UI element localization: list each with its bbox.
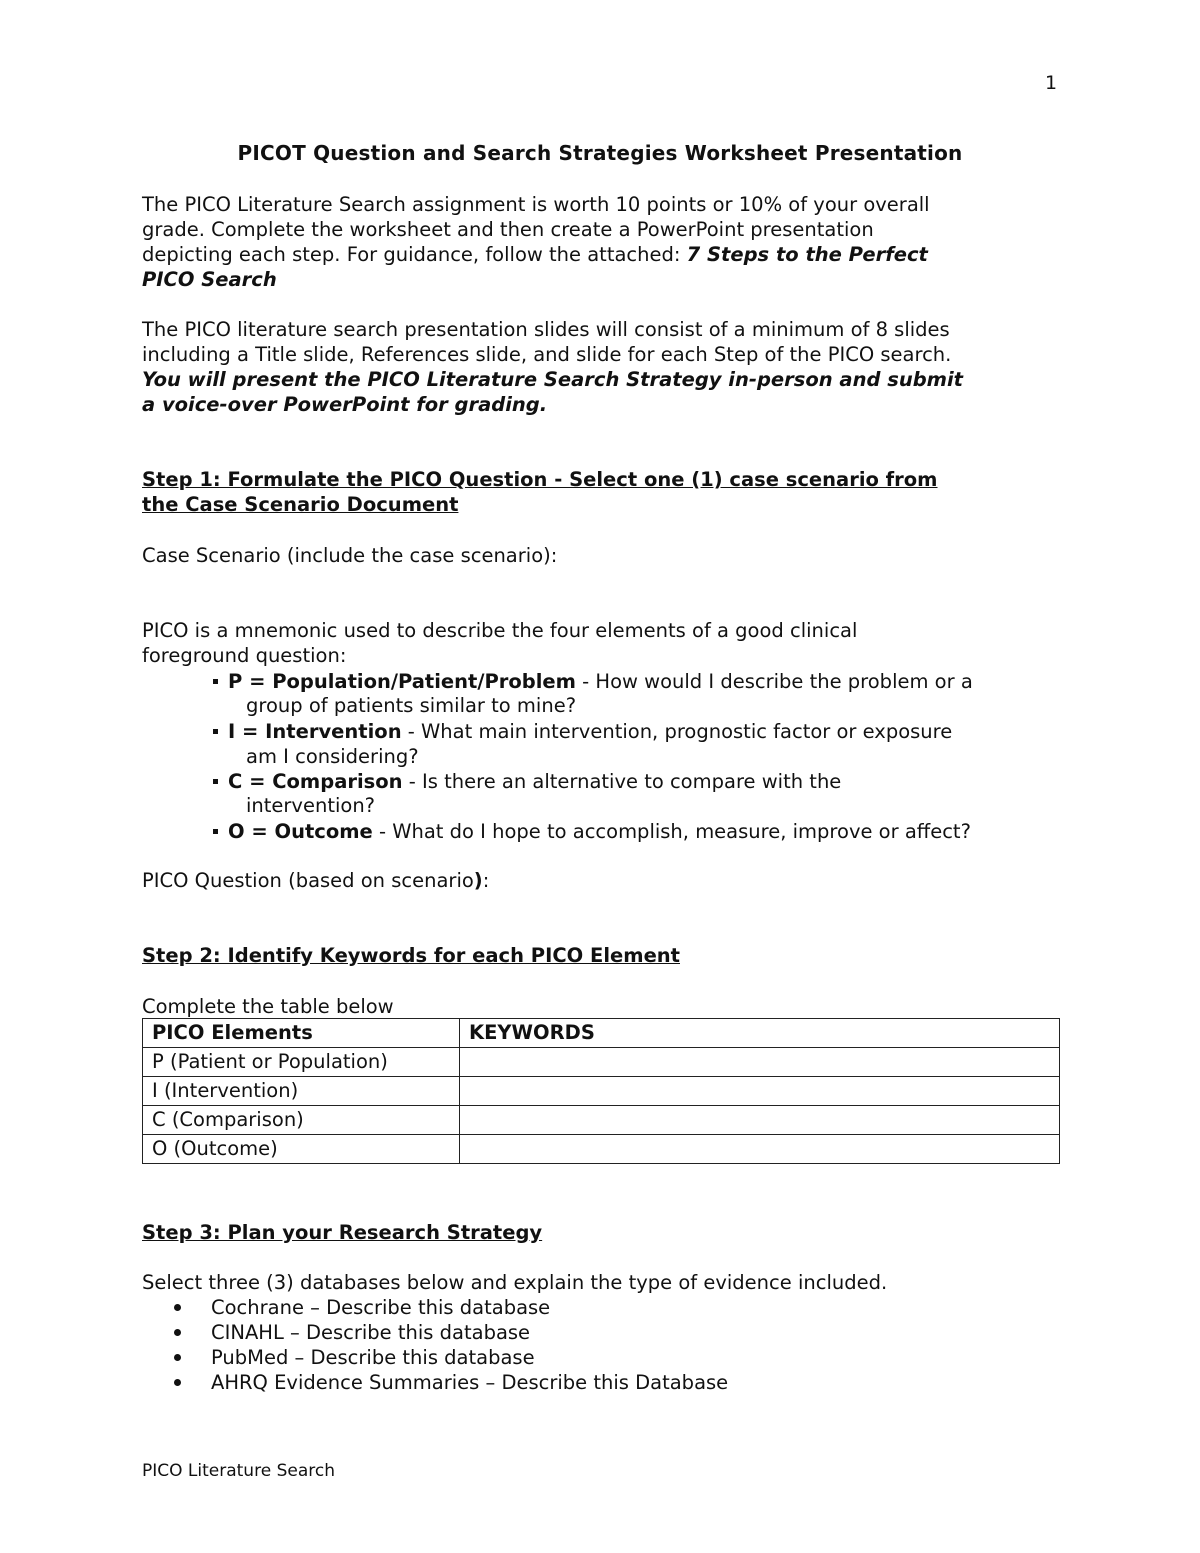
slides-line-1: The PICO literature search presentation slides will consist of a minimum of 8 slides <box>142 318 950 341</box>
keyword-cell[interactable] <box>460 1077 1060 1106</box>
page-number: 1 <box>1045 72 1058 94</box>
pico-bullet-i <box>213 719 952 744</box>
slides-line-3: You will present the PICO Literature Search Strategy in-person and submit <box>142 368 963 391</box>
database-text: PubMed – Describe this database <box>211 1346 535 1369</box>
intro-line-1: The PICO Literature Search assignment is worth 10 points or 10% of your overall <box>142 193 930 216</box>
pico-question-text: PICO Question (based on scenario <box>142 869 474 892</box>
square-bullet-icon <box>213 729 218 734</box>
intro-line-2: grade. Complete the worksheet and then create a PowerPoint presentation <box>142 218 874 241</box>
header-keywords: KEYWORDS <box>460 1019 1060 1048</box>
document-title: PICOT Question and Search Strategies Worksheet Presentation <box>237 141 963 165</box>
database-item <box>174 1295 550 1320</box>
bullet-description: - How would I describe the problem or a <box>575 670 973 693</box>
table-header-row <box>143 1019 1060 1048</box>
bullet-description: - What do I hope to accomplish, measure, improve or affect? <box>372 820 971 843</box>
database-instruction: Select three (3) databases below and explain the type of evidence included. <box>142 1271 888 1294</box>
pico-question-colon: : <box>482 869 490 892</box>
intro-text: depicting each step. For guidance, follow the attached: <box>142 243 687 266</box>
step3-heading: Step 3: Plan your Research Strategy <box>142 1221 543 1244</box>
bullet-icon <box>174 1354 181 1361</box>
element-cell: P (Patient or Population) <box>143 1048 460 1077</box>
element-cell: I (Intervention) <box>143 1077 460 1106</box>
pico-bullet-p-continued: group of patients similar to mine? <box>246 694 577 717</box>
step1-heading-line-2: the Case Scenario Document <box>142 493 459 516</box>
table-row <box>143 1077 1060 1106</box>
bullet-icon <box>174 1329 181 1336</box>
database-item <box>174 1370 728 1395</box>
bullet-description: - What main intervention, prognostic factor or exposure <box>401 720 953 743</box>
page-footer: PICO Literature Search <box>142 1461 335 1481</box>
table-row <box>143 1048 1060 1077</box>
square-bullet-icon <box>213 679 218 684</box>
bullet-icon <box>174 1379 181 1386</box>
pico-bullet-c <box>213 769 841 794</box>
keyword-cell[interactable] <box>460 1048 1060 1077</box>
database-text: AHRQ Evidence Summaries – Describe this Database <box>211 1371 729 1394</box>
bullet-term: I = Intervention <box>228 720 402 743</box>
slides-line-4: a voice-over PowerPoint for grading. <box>142 393 548 416</box>
seven-steps-reference: 7 Steps to the Perfect <box>686 243 928 266</box>
pico-bullet-i-continued: am I considering? <box>246 745 419 768</box>
step2-heading: Step 2: Identify Keywords for each PICO Element <box>142 944 680 967</box>
database-text: CINAHL – Describe this database <box>211 1321 531 1344</box>
pico-question-label <box>142 868 489 893</box>
square-bullet-icon <box>213 779 218 784</box>
keyword-cell[interactable] <box>460 1135 1060 1164</box>
database-item <box>174 1345 535 1370</box>
element-cell: O (Outcome) <box>143 1135 460 1164</box>
table-instruction: Complete the table below <box>142 995 394 1018</box>
pico-bullet-c-continued: intervention? <box>246 794 376 817</box>
intro-line-4: PICO Search <box>142 268 277 291</box>
pico-bullet-p <box>213 669 973 694</box>
bullet-term: P = Population/Patient/Problem <box>228 670 576 693</box>
pico-keywords-table <box>142 1018 1060 1164</box>
intro-line-3 <box>142 242 928 267</box>
table-row <box>143 1106 1060 1135</box>
square-bullet-icon <box>213 829 218 834</box>
bullet-description: - Is there an alternative to compare with the <box>402 770 842 793</box>
database-text: Cochrane – Describe this database <box>211 1296 551 1319</box>
table-row <box>143 1135 1060 1164</box>
header-pico-elements: PICO Elements <box>143 1019 460 1048</box>
pico-bullet-o <box>213 819 971 844</box>
step1-heading-line-1: Step 1: Formulate the PICO Question - Select one (1) case scenario from <box>142 468 938 491</box>
pico-question-paren: ) <box>473 869 483 892</box>
case-scenario-label: Case Scenario (include the case scenario): <box>142 544 558 567</box>
keyword-cell[interactable] <box>460 1106 1060 1135</box>
mnemonic-line-2: foreground question: <box>142 644 347 667</box>
bullet-term: C = Comparison <box>228 770 403 793</box>
database-item <box>174 1320 530 1345</box>
slides-line-2: including a Title slide, References slide, and slide for each Step of the PICO search. <box>142 343 952 366</box>
mnemonic-line-1: PICO is a mnemonic used to describe the four elements of a good clinical <box>142 619 858 642</box>
bullet-term: O = Outcome <box>228 820 373 843</box>
element-cell: C (Comparison) <box>143 1106 460 1135</box>
bullet-icon <box>174 1304 181 1311</box>
